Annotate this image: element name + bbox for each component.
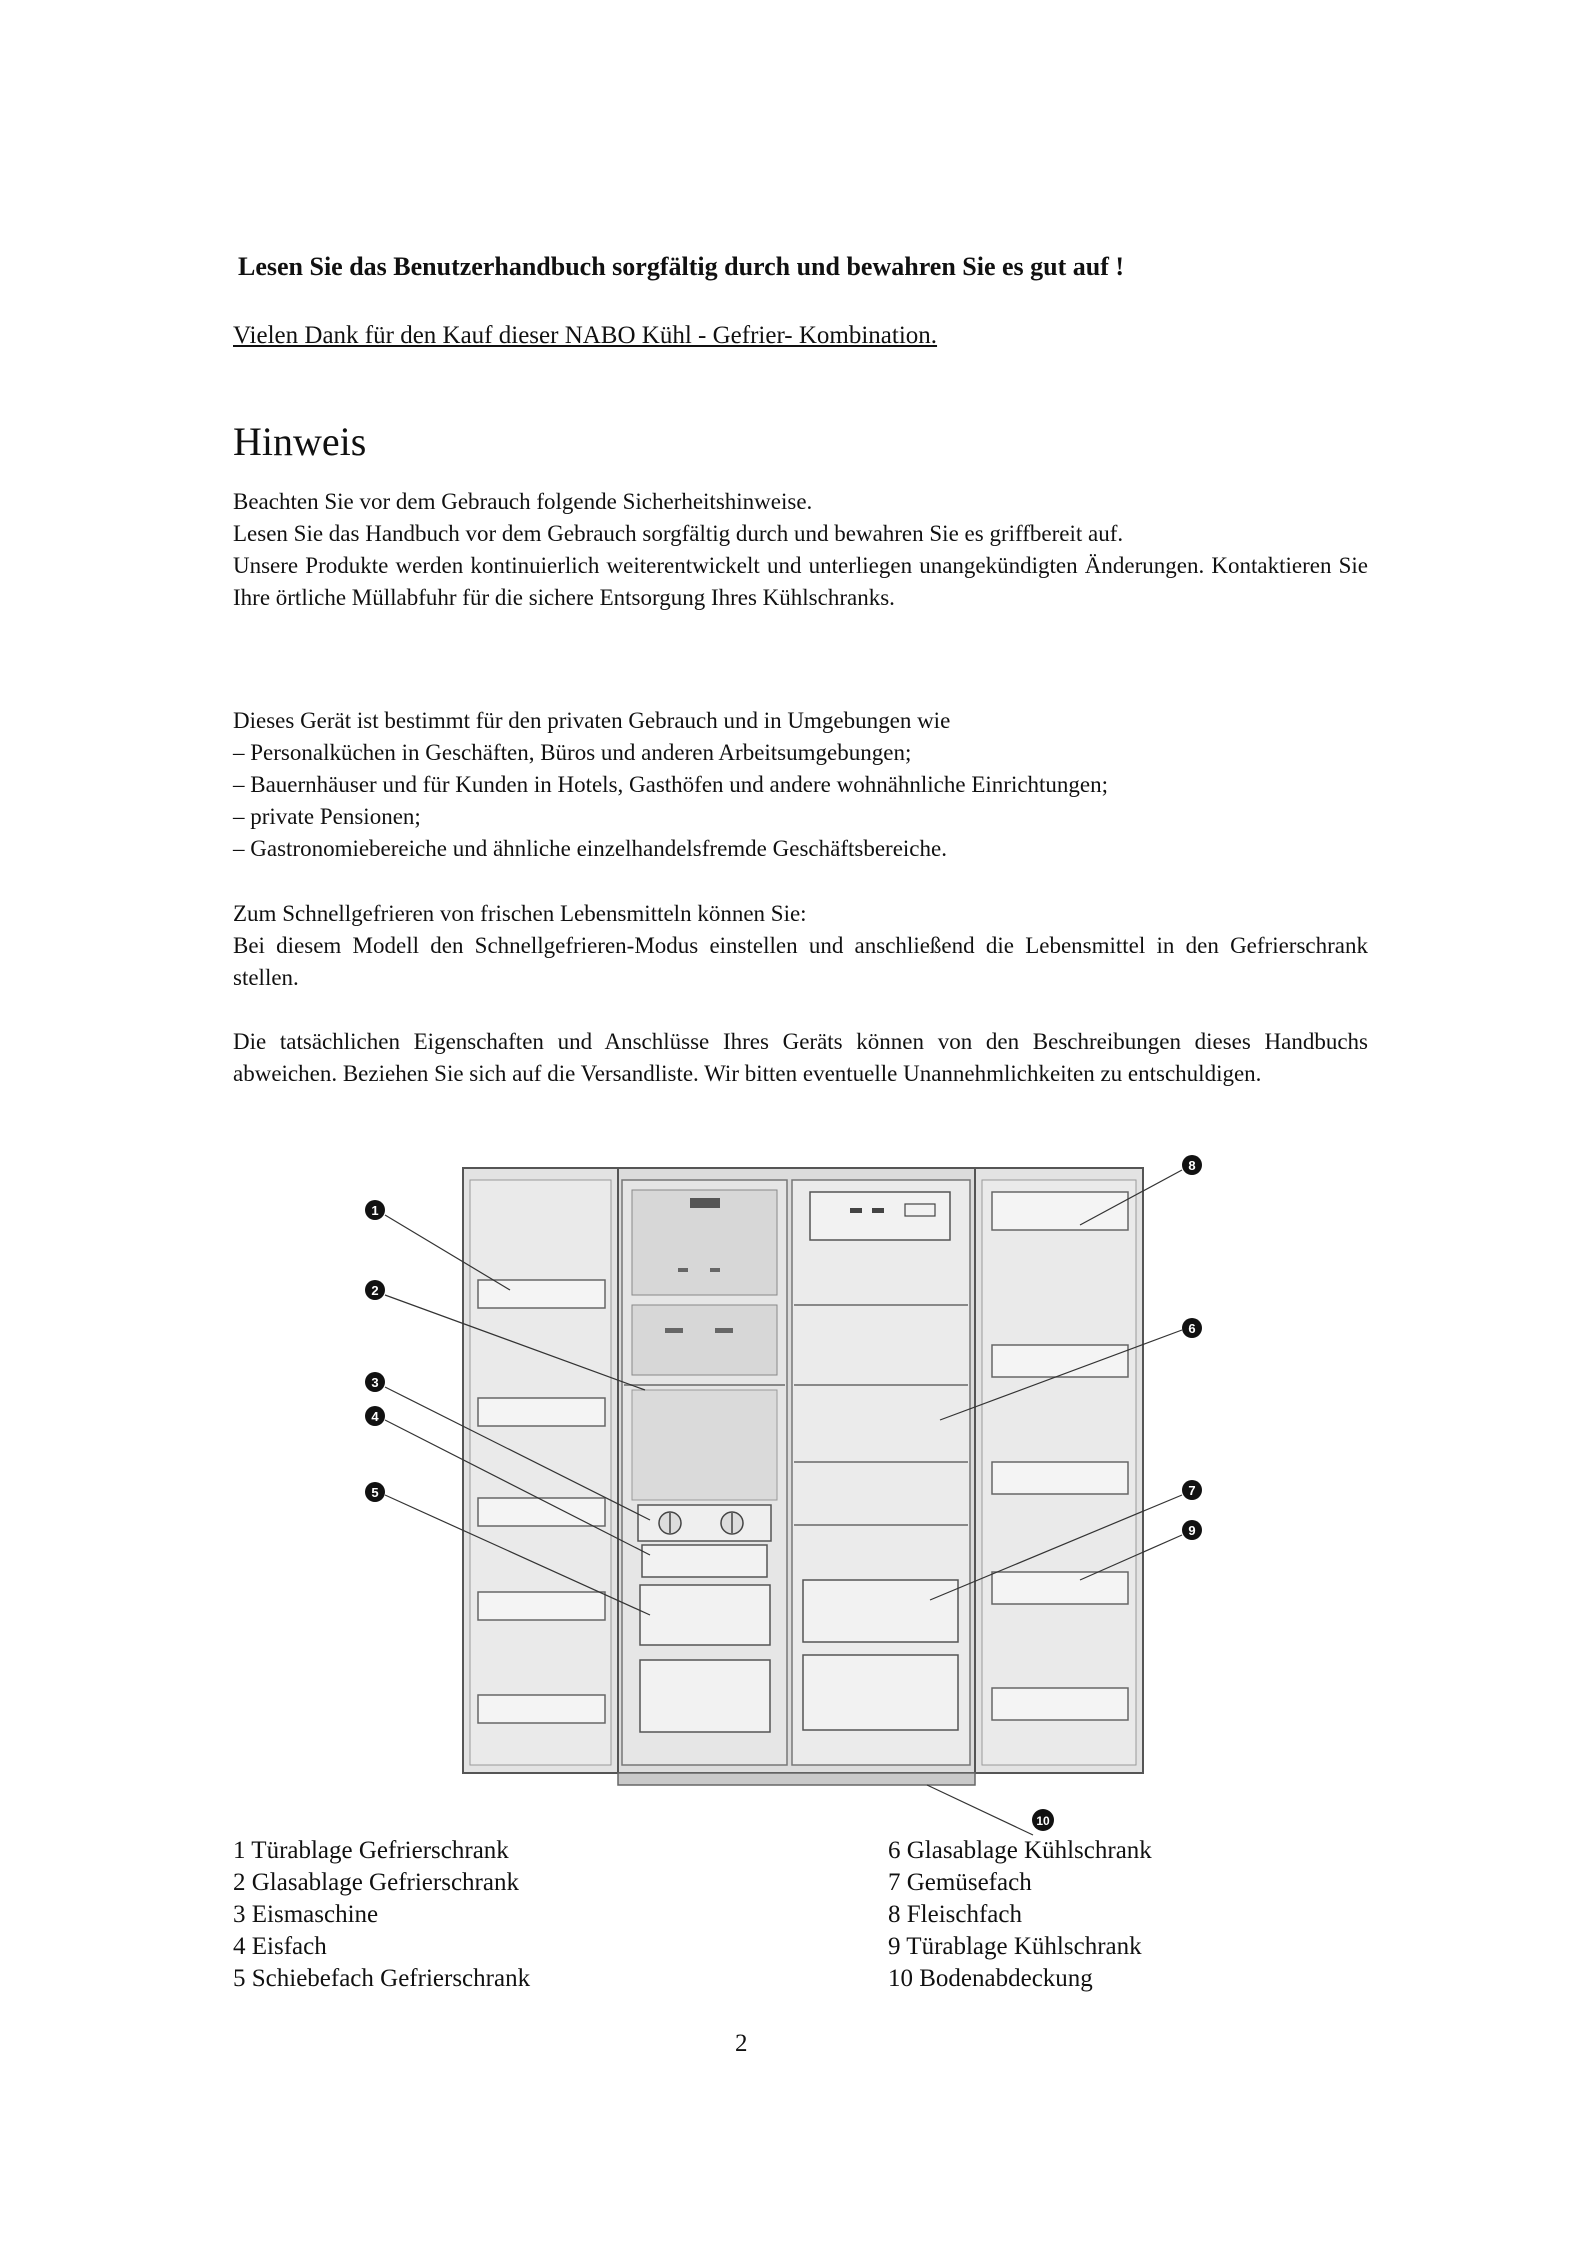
callout-1 bbox=[365, 1200, 385, 1220]
callout-10-label: 10 bbox=[1036, 1814, 1050, 1828]
callout-2 bbox=[365, 1280, 385, 1300]
quickfreeze-lead: Zum Schnellgefrieren von frischen Lebensmitteln können Sie: bbox=[233, 901, 807, 926]
callout-8-label: 8 bbox=[1188, 1158, 1196, 1173]
callout-1-label: 1 bbox=[371, 1203, 379, 1218]
callout-3-label: 3 bbox=[371, 1375, 379, 1390]
callout-7 bbox=[1182, 1480, 1202, 1500]
usage-item-4: – Gastronomiebereiche und ähnliche einzelhandelsfremde Geschäftsbereiche. bbox=[233, 836, 947, 861]
intro-block bbox=[233, 486, 1368, 614]
fridge-diagram bbox=[360, 1140, 1240, 1840]
thanks-line: Vielen Dank für den Kauf dieser NABO Kühl - Gefrier- Kombination. bbox=[233, 322, 938, 349]
legend-item-5: 5 Schiebefach Gefrierschrank bbox=[233, 1965, 531, 1992]
callout-9 bbox=[1182, 1520, 1202, 1540]
callout-5-label: 5 bbox=[371, 1485, 379, 1500]
callout-5 bbox=[365, 1482, 385, 1502]
callout-8 bbox=[1182, 1155, 1202, 1175]
legend-item-3: 3 Eismaschine bbox=[233, 1901, 379, 1928]
usage-list bbox=[233, 737, 1368, 865]
callout-2-label: 2 bbox=[371, 1283, 379, 1298]
usage-item-3: – private Pensionen; bbox=[233, 804, 421, 829]
legend-item-1: 1 Türablage Gefrierschrank bbox=[233, 1837, 509, 1864]
callout-7-label: 7 bbox=[1188, 1483, 1196, 1498]
callout-9-label: 9 bbox=[1188, 1523, 1196, 1538]
quickfreeze-text: Bei diesem Modell den Schnellgefrieren-Modus einstellen und anschließend die Lebensmittel in den Gefrierschrank stellen. bbox=[233, 933, 1368, 990]
disclaimer-block bbox=[233, 1026, 1368, 1090]
intro-line-1: Beachten Sie vor dem Gebrauch folgende Sicherheitshinweise. bbox=[233, 489, 813, 514]
intro-line-3: Unsere Produkte werden kontinuierlich weiterentwickelt und unterliegen unangekündigten Änderungen. Kontaktieren Sie Ihre örtliche Müllabfuhr für die sichere Entsorgung Ihres Kühlschranks. bbox=[233, 553, 1368, 610]
intro-line-2: Lesen Sie das Handbuch vor dem Gebrauch sorgfältig durch und bewahren Sie es griffbereit auf. bbox=[233, 521, 1124, 546]
callout-4-label: 4 bbox=[371, 1409, 379, 1424]
legend-item-7: 7 Gemüsefach bbox=[888, 1869, 1032, 1896]
legend-left bbox=[233, 1835, 530, 1995]
section-title-hinweis: Hinweis bbox=[233, 419, 367, 464]
usage-block bbox=[233, 705, 1368, 865]
callout-6 bbox=[1182, 1318, 1202, 1338]
quickfreeze-block bbox=[233, 898, 1368, 994]
legend-item-2: 2 Glasablage Gefrierschrank bbox=[233, 1869, 519, 1896]
disclaimer-text: Die tatsächlichen Eigenschaften und Anschlüsse Ihres Geräts können von den Beschreibungen dieses Handbuchs abweichen. Beziehen Sie sich auf die Versandliste. Wir bitten eventuelle Unannehmlichkeiten zu entschuldigen. bbox=[233, 1029, 1368, 1086]
usage-lead: Dieses Gerät ist bestimmt für den privaten Gebrauch und in Umgebungen wie bbox=[233, 708, 951, 733]
legend-item-10: 10 Bodenabdeckung bbox=[888, 1965, 1093, 1992]
legend-item-4: 4 Eisfach bbox=[233, 1933, 327, 1960]
legend-right bbox=[888, 1835, 1152, 1995]
callout-10 bbox=[1032, 1809, 1054, 1831]
callout-6-label: 6 bbox=[1188, 1321, 1196, 1336]
legend-item-6: 6 Glasablage Kühlschrank bbox=[888, 1837, 1152, 1864]
legend-item-8: 8 Fleischfach bbox=[888, 1901, 1022, 1928]
callout-4 bbox=[365, 1406, 385, 1426]
callout-3 bbox=[365, 1372, 385, 1392]
read-manual-heading: Lesen Sie das Benutzerhandbuch sorgfältig durch und bewahren Sie es gut auf ! bbox=[238, 252, 1125, 281]
page-number: 2 bbox=[735, 2030, 748, 2057]
legend-item-9: 9 Türablage Kühlschrank bbox=[888, 1933, 1142, 1960]
bottom-cover bbox=[618, 1773, 975, 1785]
usage-item-1: – Personalküchen in Geschäften, Büros und anderen Arbeitsumgebungen; bbox=[233, 740, 912, 765]
usage-item-2: – Bauernhäuser und für Kunden in Hotels, Gasthöfen und andere wohnähnliche Einrichtungen; bbox=[233, 772, 1109, 797]
